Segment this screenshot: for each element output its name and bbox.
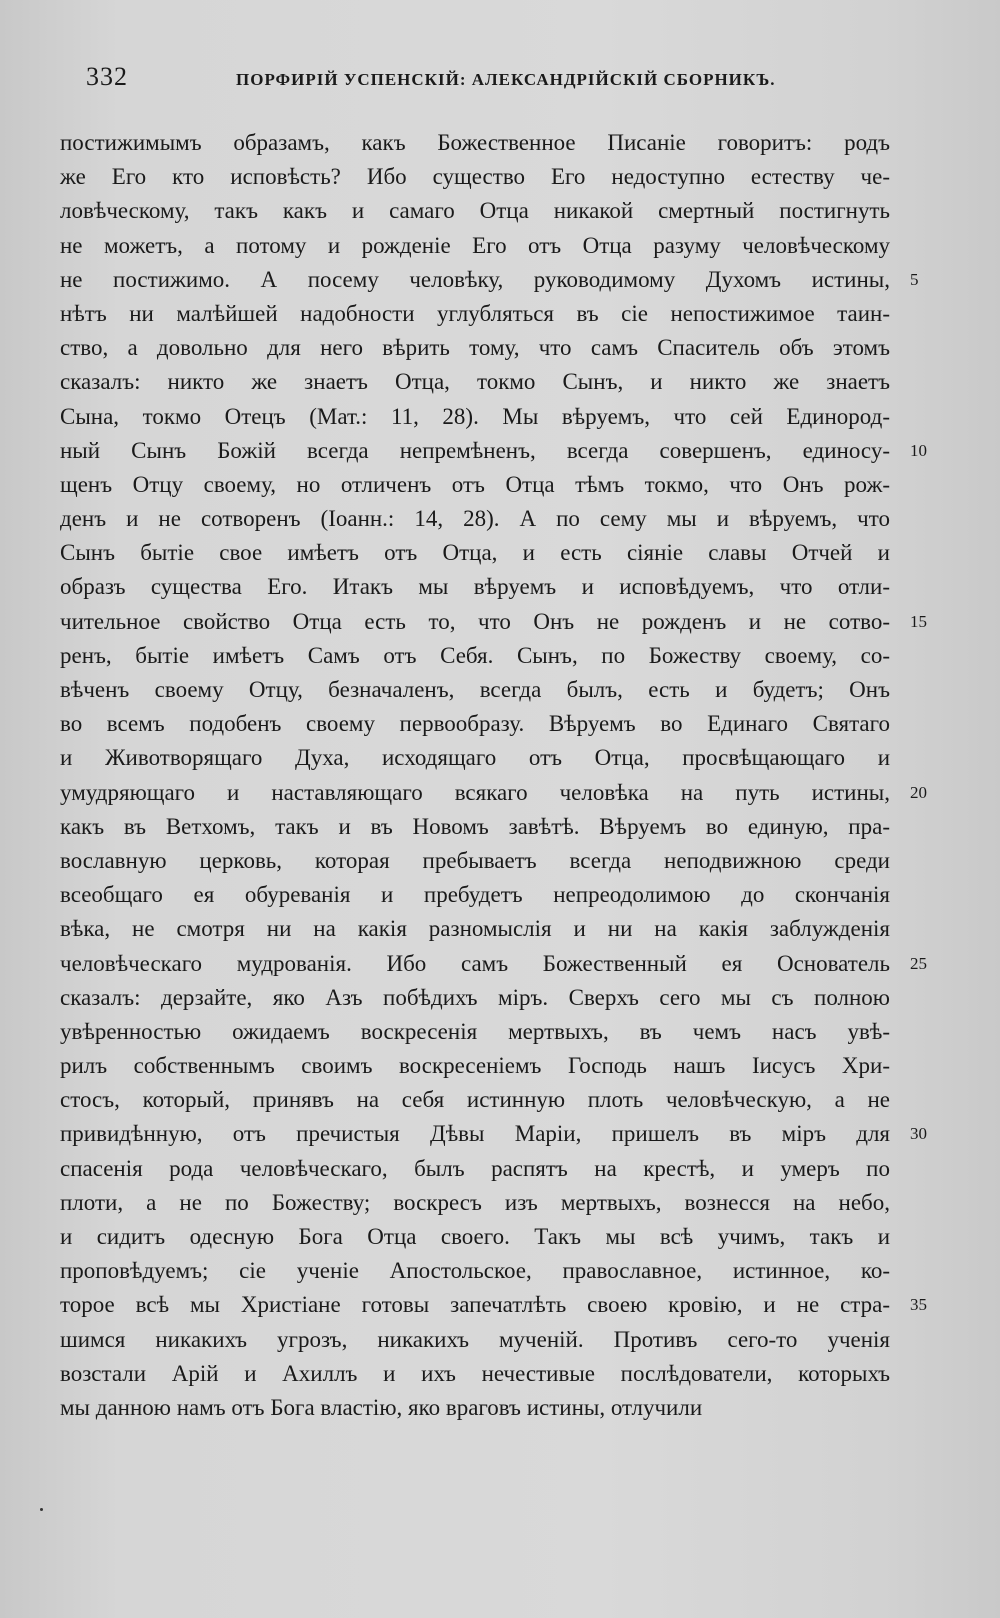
page-header [86,62,906,102]
line-number: 5 [910,269,919,289]
line-text: рилъ собственнымъ своимъ воскресеніемъ Господь нашъ Іисусъ Хри- [60,1053,890,1079]
line-text: ный Сынъ Божій всегда непремѣненъ, всегда совершенъ, единосу- [60,437,890,463]
text-line [60,434,927,468]
text-line [60,639,890,673]
text-line [60,741,890,775]
line-text: человѣческаго мудрованія. Ибо самъ Божественный ея Основатель [60,950,890,976]
body-text [60,126,927,1425]
text-line [60,126,890,160]
text-line [60,1049,890,1083]
line-text: вѣка, не смотря ни на какія разномыслія и ни на какія заблужденія [60,916,890,942]
line-text: сказалъ: никто же знаетъ Отца, токмо Сынъ, и никто же знаетъ [60,369,890,395]
line-number: 15 [910,611,927,631]
line-text: сказалъ: дерзайте, яко Азъ побѣдихъ міръ. Сверхъ сего мы съ полною [60,984,890,1010]
text-line [60,1186,890,1220]
line-text: Сына, токмо Отецъ (Мат.: 11, 28). Мы вѣруемъ, что сей Единород- [60,403,890,429]
text-line [60,297,890,331]
text-line [60,810,890,844]
line-text: вославную церковь, которая пребываетъ всегда неподвижною среди [60,847,890,873]
text-line [60,1015,890,1049]
line-text: умудряющаго и наставляющаго всякаго человѣка на путь истины, [60,779,890,805]
line-text: ловѣческому, такъ какъ и самаго Отца никакой смертный постигнуть [60,198,890,224]
line-text: и сидитъ одесную Бога Отца своего. Такъ мы всѣ учимъ, такъ и [60,1224,890,1249]
line-text: ство, а довольно для него вѣрить тому, что самъ Спаситель объ этомъ [60,335,890,361]
text-line [60,400,890,434]
text-line [60,912,890,946]
line-text: плоти, а не по Божеству; воскресъ изъ мертвыхъ, вознесся на небо, [60,1189,890,1215]
page-number: 332 [86,62,128,91]
line-text: спасенія рода человѣческаго, былъ распятъ на крестѣ, и умеръ по [60,1155,890,1181]
line-text: привидѣнную, отъ пречистыя Дѣвы Маріи, пришелъ въ міръ для [60,1121,890,1147]
text-line [60,605,927,639]
ink-speck [40,1508,43,1511]
text-line [60,331,890,365]
line-text: чительное свойство Отца есть то, что Онъ не рожденъ и не сотво- [60,608,890,634]
text-line [60,1357,890,1391]
line-text: вѣченъ своему Отцу, безначаленъ, всегда былъ, есть и будетъ; Онъ [60,677,890,702]
line-text: стосъ, который, принявъ на себя истинную плоть человѣческую, а не [60,1087,890,1113]
line-text: проповѣдуемъ; сіе ученіе Апостольское, православное, истинное, ко- [60,1258,890,1284]
line-number: 10 [910,440,927,460]
text-line [60,1220,890,1254]
line-number: 20 [910,782,927,802]
line-text: ренъ, бытіе имѣетъ Самъ отъ Себя. Сынъ, по Божеству своему, со- [60,642,890,668]
line-text: и Животворящаго Духа, исходящаго отъ Отца, просвѣщающаго и [60,745,890,771]
line-text: не можетъ, а потому и рожденіе Его отъ Отца разуму человѣческому [60,232,890,258]
line-text: шимся никакихъ угрозъ, никакихъ мученій. Противъ сего-то ученія [60,1326,890,1352]
line-text: постижимымъ образамъ, какъ Божественное Писаніе говоритъ: родъ [60,130,890,155]
text-line [60,160,890,194]
text-line [60,1254,890,1288]
line-text: возстали Арій и Ахиллъ и ихъ нечестивые послѣдователи, которыхъ [60,1360,890,1386]
text-line [60,707,890,741]
line-text: щенъ Отцу своему, но отличенъ отъ Отца тѣмъ токмо, что Онъ рож- [60,471,890,497]
text-line [60,776,927,810]
text-line [60,229,890,263]
line-text: образъ существа Его. Итакъ мы вѣруемъ и исповѣдуемъ, что отли- [60,574,890,600]
text-line [60,981,890,1015]
running-title: ПОРФИРІЙ УСПЕНСКІЙ: АЛЕКСАНДРІЙСКІЙ СБОРНИКЪ. [236,70,776,89]
text-line [60,1391,890,1425]
text-line [60,1152,890,1186]
line-text: денъ и не сотворенъ (Іоанн.: 14, 28). А по сему мы и вѣруемъ, что [60,506,890,532]
text-line [60,365,890,399]
line-text: не постижимо. А посему человѣку, руководимому Духомъ истины, [60,266,890,292]
line-text: нѣтъ ни малѣйшей надобности углубляться въ сіе непостижимое таин- [60,300,890,326]
line-text: Сынъ бытіе свое имѣетъ отъ Отца, и есть сіяніе славы Отчей и [60,540,890,566]
line-number: 30 [910,1124,927,1144]
text-line [60,468,890,502]
text-line [60,1323,890,1357]
text-line [60,1083,890,1117]
line-text: же Его кто исповѣсть? Ибо существо Его недоступно естеству че- [60,164,890,190]
text-line [60,673,890,707]
text-line [60,263,919,297]
line-text: торое всѣ мы Христіане готовы запечатлѣть своею кровію, и не стра- [60,1292,890,1318]
text-line [60,1117,927,1151]
line-text: во всемъ подобенъ своему первообразу. Вѣруемъ во Единаго Святаго [60,711,890,737]
line-text: мы данною намъ отъ Бога властію, яко враговъ истины, отлучили [60,1394,703,1420]
text-line [60,502,890,536]
text-line [60,878,890,912]
line-text: увѣренностью ожидаемъ воскресенія мертвыхъ, въ чемъ насъ увѣ- [60,1018,890,1044]
line-text: всеобщаго ея обуреванія и пребудетъ непреодолимою до скончанія [60,882,890,908]
text-line [60,844,890,878]
line-number: 25 [910,953,927,973]
line-number: 35 [910,1295,927,1315]
text-line [60,947,927,981]
text-line [60,1288,927,1322]
text-line [60,194,890,228]
text-line [60,570,890,604]
line-text: какъ въ Ветхомъ, такъ и въ Новомъ завѣтѣ. Вѣруемъ во единую, пра- [60,813,890,839]
text-line [60,536,890,570]
